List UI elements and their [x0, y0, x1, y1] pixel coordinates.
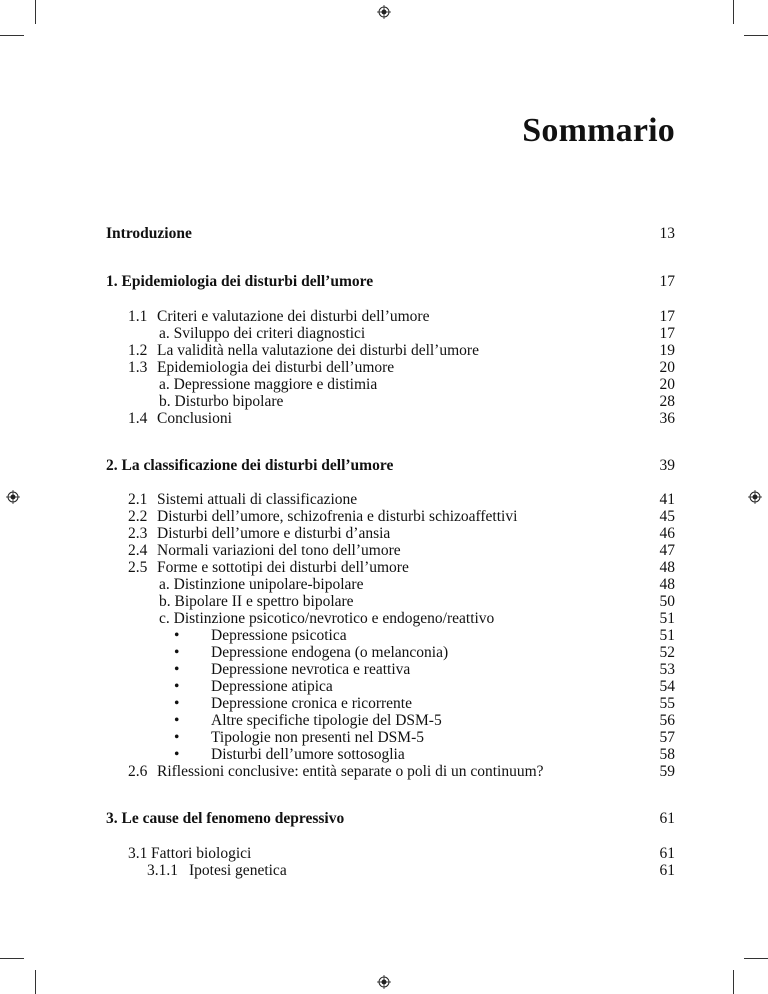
- toc-label: Ipotesi genetica: [189, 862, 287, 879]
- registration-mark-bottom: [377, 975, 391, 989]
- toc-label: Forme e sottotipi dei disturbi dell’umore: [157, 559, 409, 576]
- toc-page: 54: [659, 678, 675, 695]
- toc-section-number: 1.1: [128, 308, 148, 325]
- toc-label: Normali variazioni del tono dell’umore: [157, 542, 401, 559]
- toc-section-number: 1.4: [128, 410, 148, 427]
- toc-page: 20: [659, 359, 675, 376]
- toc-label: 3. Le cause del fenomeno depressivo: [106, 810, 345, 827]
- toc-page: 19: [659, 342, 675, 359]
- crop-mark-bottom-right-h: [744, 958, 768, 959]
- toc-page: 61: [659, 845, 675, 862]
- toc-page: 55: [659, 695, 675, 712]
- toc-page: 48: [659, 576, 675, 593]
- registration-mark-right: [748, 490, 762, 504]
- crop-mark-bottom-right: [733, 970, 734, 994]
- toc-label: Depressione cronica e ricorrente: [211, 695, 412, 712]
- toc-section-number: 2.1: [128, 491, 148, 508]
- toc-section-number: 3.1.1: [147, 862, 178, 879]
- toc-label: Depressione nevrotica e reattiva: [211, 661, 411, 678]
- toc-page: 17: [659, 273, 675, 290]
- bullet-icon: •: [174, 695, 180, 712]
- toc-section-number: 2.3: [128, 525, 148, 542]
- toc-label: Criteri e valutazione dei disturbi dell’umore: [157, 308, 430, 325]
- toc-label: Tipologie non presenti nel DSM-5: [211, 729, 424, 746]
- toc-page: 48: [659, 559, 675, 576]
- toc-label: Altre specifiche tipologie del DSM-5: [211, 712, 442, 729]
- toc-label: c. Distinzione psicotico/nevrotico e endogeno/reattivo: [159, 610, 495, 627]
- toc-label: b. Bipolare II e spettro bipolare: [159, 593, 354, 610]
- toc-label: a. Distinzione unipolare-bipolare: [159, 576, 364, 593]
- toc-page: 41: [659, 491, 675, 508]
- toc-section-number: 2.6: [128, 763, 148, 780]
- toc-page: 51: [659, 627, 675, 644]
- bullet-icon: •: [174, 644, 180, 661]
- toc-page: 57: [659, 729, 675, 746]
- bullet-icon: •: [174, 627, 180, 644]
- toc-label: Sistemi attuali di classificazione: [157, 491, 358, 508]
- toc-label: Introduzione: [106, 225, 192, 242]
- toc-section-number: 2.2: [128, 508, 148, 525]
- toc-page: 39: [659, 457, 675, 474]
- crop-mark-top-left: [35, 0, 36, 24]
- toc-page: 53: [659, 661, 675, 678]
- crop-mark-bottom-left-h: [0, 958, 24, 959]
- registration-mark-left: [6, 490, 20, 504]
- toc-label: Conclusioni: [157, 410, 232, 427]
- toc-label: Disturbi dell’umore, schizofrenia e disturbi schizoaffettivi: [157, 508, 518, 525]
- registration-mark-top: [377, 5, 391, 19]
- toc-label: 2. La classificazione dei disturbi dell’umore: [106, 457, 394, 474]
- toc-label: Riflessioni conclusive: entità separate o poli di un continuum?: [157, 763, 544, 780]
- toc-section-number: 1.2: [128, 342, 148, 359]
- toc-page: 17: [659, 325, 675, 342]
- toc-page: 50: [659, 593, 675, 610]
- toc-label: a. Sviluppo dei criteri diagnostici: [159, 325, 366, 342]
- toc-label: a. Depressione maggiore e distimia: [159, 376, 378, 393]
- bullet-icon: •: [174, 678, 180, 695]
- toc-label: Depressione psicotica: [211, 627, 347, 644]
- toc-section-number: 2.5: [128, 559, 148, 576]
- toc-label: Depressione atipica: [211, 678, 333, 695]
- toc-label: La validità nella valutazione dei disturbi dell’umore: [157, 342, 479, 359]
- toc-page: 52: [659, 644, 675, 661]
- crop-mark-bottom-left: [35, 970, 36, 994]
- toc-label: Depressione endogena (o melanconia): [211, 644, 449, 661]
- toc-page: 56: [659, 712, 675, 729]
- toc-label: Fattori biologici: [151, 845, 252, 862]
- toc-section-number: 2.4: [128, 542, 148, 559]
- toc-page: 46: [659, 525, 675, 542]
- toc-page: 17: [659, 308, 675, 325]
- crop-mark-top-left-h: [0, 35, 24, 36]
- bullet-icon: •: [174, 746, 180, 763]
- page-title: Sommario: [522, 112, 675, 149]
- bullet-icon: •: [174, 729, 180, 746]
- toc-label: 1. Epidemiologia dei disturbi dell’umore: [106, 273, 374, 290]
- toc-page: 28: [659, 393, 675, 410]
- crop-mark-top-right: [733, 0, 734, 24]
- toc-page: 45: [659, 508, 675, 525]
- toc-page: 51: [659, 610, 675, 627]
- toc-label: Epidemiologia dei disturbi dell’umore: [157, 359, 395, 376]
- toc-page: 59: [659, 763, 675, 780]
- toc-page: 13: [659, 225, 675, 242]
- toc-page: 61: [659, 810, 675, 827]
- bullet-icon: •: [174, 661, 180, 678]
- toc-page: 58: [659, 746, 675, 763]
- toc-page: 61: [659, 862, 675, 879]
- crop-mark-top-right-h: [744, 35, 768, 36]
- toc-label: Disturbi dell’umore sottosoglia: [211, 746, 405, 763]
- toc-label: b. Disturbo bipolare: [159, 393, 284, 410]
- toc-section-number: 1.3: [128, 359, 148, 376]
- toc-page: 47: [659, 542, 675, 559]
- toc-section-number: 3.1: [128, 845, 148, 862]
- toc-page: 20: [659, 376, 675, 393]
- toc-label: Disturbi dell’umore e disturbi d’ansia: [157, 525, 391, 542]
- bullet-icon: •: [174, 712, 180, 729]
- toc-page: 36: [659, 410, 675, 427]
